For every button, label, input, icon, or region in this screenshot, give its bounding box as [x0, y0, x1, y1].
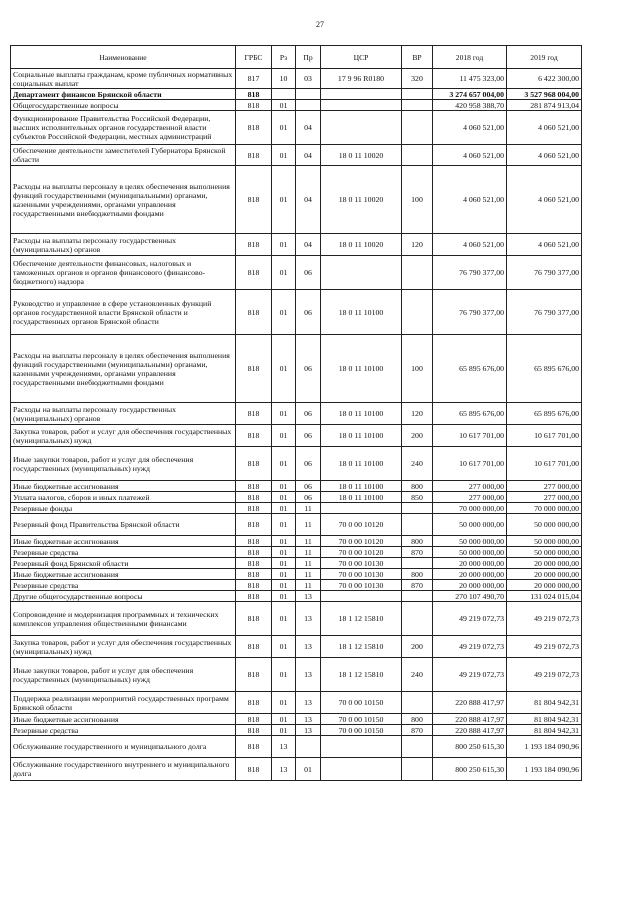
row-amount-2018: 277 000,00	[433, 481, 507, 492]
row-amount-2019: 4 060 521,00	[507, 234, 582, 256]
row-pr: 13	[296, 692, 321, 714]
row-pr: 04	[296, 111, 321, 145]
row-name: Расходы на выплаты персоналу государственных (муниципальных) органов	[11, 234, 236, 256]
table-row	[11, 89, 582, 100]
row-rz: 01	[272, 425, 296, 447]
row-amount-2019: 4 060 521,00	[507, 145, 582, 166]
row-name: Обслуживание государственного и муниципального долга	[11, 736, 236, 758]
row-name: Расходы на выплаты персоналу государственных (муниципальных) органов	[11, 403, 236, 425]
row-vr	[402, 602, 433, 636]
column-header-grbs: ГРБС	[236, 46, 272, 69]
row-pr: 06	[296, 335, 321, 403]
table-row	[11, 403, 582, 425]
row-pr: 13	[296, 714, 321, 725]
row-amount-2018: 4 060 521,00	[433, 234, 507, 256]
row-rz: 01	[272, 403, 296, 425]
row-amount-2019: 81 804 942,31	[507, 725, 582, 736]
row-vr: 320	[402, 69, 433, 89]
table-row	[11, 503, 582, 514]
row-amount-2018: 65 895 676,00	[433, 403, 507, 425]
table-row	[11, 725, 582, 736]
row-pr: 06	[296, 447, 321, 481]
table-row	[11, 481, 582, 492]
row-pr: 06	[296, 425, 321, 447]
row-amount-2018: 20 000 000,00	[433, 580, 507, 591]
row-csr: 18 0 11 10020	[321, 166, 402, 234]
row-pr: 06	[296, 403, 321, 425]
table-row	[11, 547, 582, 558]
row-amount-2018: 4 060 521,00	[433, 145, 507, 166]
column-header-2019: 2019 год	[507, 46, 582, 69]
row-vr	[402, 145, 433, 166]
table-row	[11, 580, 582, 591]
table-row	[11, 658, 582, 692]
table-row	[11, 536, 582, 547]
row-csr: 18 0 11 10100	[321, 335, 402, 403]
row-csr	[321, 89, 402, 100]
row-grbs: 818	[236, 166, 272, 234]
row-amount-2018: 70 000 000,00	[433, 503, 507, 514]
row-amount-2019: 50 000 000,00	[507, 547, 582, 558]
row-name: Резервные средства	[11, 580, 236, 591]
row-name: Обеспечение деятельности финансовых, налоговых и таможенных органов и органов финансового (финансово-бюджетного) надзора	[11, 256, 236, 290]
row-vr: 800	[402, 481, 433, 492]
row-amount-2019: 20 000 000,00	[507, 558, 582, 569]
row-rz: 01	[272, 558, 296, 569]
row-pr: 04	[296, 166, 321, 234]
row-amount-2018: 49 219 072,73	[433, 602, 507, 636]
row-csr: 70 0 00 10120	[321, 514, 402, 536]
row-rz: 01	[272, 234, 296, 256]
row-name: Расходы на выплаты персоналу в целях обеспечения выполнения функций государственными (муниципальными) органами, казенными учреждениями, органами управления государственными внебюджетными фондами	[11, 166, 236, 234]
row-grbs: 818	[236, 692, 272, 714]
row-vr	[402, 256, 433, 290]
row-name: Расходы на выплаты персоналу в целях обеспечения выполнения функций государственными (муниципальными) органами, казенными учреждениями, органами управления государственными внебюджетными фондами	[11, 335, 236, 403]
table-row	[11, 425, 582, 447]
row-pr: 01	[296, 758, 321, 781]
row-name: Сопровождение и модернизация программных и технических комплексов управления общественными финансами	[11, 602, 236, 636]
row-grbs: 818	[236, 569, 272, 580]
row-pr	[296, 736, 321, 758]
row-amount-2018: 20 000 000,00	[433, 558, 507, 569]
table-row	[11, 166, 582, 234]
row-name: Департамент финансов Брянской области	[11, 89, 236, 100]
row-pr: 13	[296, 602, 321, 636]
table-row	[11, 558, 582, 569]
table-row	[11, 111, 582, 145]
row-csr: 18 0 11 10020	[321, 145, 402, 166]
row-vr: 870	[402, 580, 433, 591]
row-vr	[402, 503, 433, 514]
row-vr	[402, 100, 433, 111]
row-pr: 11	[296, 536, 321, 547]
row-grbs: 818	[236, 403, 272, 425]
row-pr: 03	[296, 69, 321, 89]
row-name: Резервный фонд Брянской области	[11, 558, 236, 569]
row-csr: 18 0 11 10100	[321, 447, 402, 481]
row-pr: 13	[296, 636, 321, 658]
row-rz: 01	[272, 602, 296, 636]
column-header-csr: ЦСР	[321, 46, 402, 69]
row-grbs: 818	[236, 602, 272, 636]
row-csr: 70 0 00 10150	[321, 692, 402, 714]
row-csr: 18 1 12 15810	[321, 602, 402, 636]
row-name: Иные бюджетные ассигнования	[11, 569, 236, 580]
row-name: Общегосударственные вопросы	[11, 100, 236, 111]
row-pr: 11	[296, 558, 321, 569]
row-grbs: 818	[236, 145, 272, 166]
row-vr: 120	[402, 403, 433, 425]
row-csr: 17 9 96 R0180	[321, 69, 402, 89]
row-amount-2019: 50 000 000,00	[507, 536, 582, 547]
table-row	[11, 290, 582, 335]
row-vr: 100	[402, 335, 433, 403]
row-amount-2018: 11 475 323,00	[433, 69, 507, 89]
row-vr	[402, 290, 433, 335]
row-csr: 18 0 11 10100	[321, 290, 402, 335]
row-amount-2018: 20 000 000,00	[433, 569, 507, 580]
row-amount-2019: 20 000 000,00	[507, 580, 582, 591]
row-amount-2019: 76 790 377,00	[507, 290, 582, 335]
table-row	[11, 692, 582, 714]
row-grbs: 818	[236, 89, 272, 100]
row-csr	[321, 256, 402, 290]
row-name: Иные бюджетные ассигнования	[11, 481, 236, 492]
row-vr	[402, 758, 433, 781]
row-vr: 200	[402, 636, 433, 658]
row-amount-2018: 10 617 701,00	[433, 425, 507, 447]
row-grbs: 818	[236, 658, 272, 692]
row-pr	[296, 100, 321, 111]
row-csr: 18 0 11 10100	[321, 403, 402, 425]
row-grbs: 818	[236, 758, 272, 781]
row-rz: 01	[272, 503, 296, 514]
row-rz: 01	[272, 636, 296, 658]
row-name: Обеспечение деятельности заместителей Губернатора Брянской области	[11, 145, 236, 166]
row-amount-2019: 281 874 913,04	[507, 100, 582, 111]
row-name: Социальные выплаты гражданам, кроме публичных нормативных социальных выплат	[11, 69, 236, 89]
row-amount-2019: 65 895 676,00	[507, 403, 582, 425]
row-pr: 04	[296, 234, 321, 256]
row-pr: 13	[296, 591, 321, 602]
row-amount-2018: 800 250 615,30	[433, 758, 507, 781]
row-amount-2018: 65 895 676,00	[433, 335, 507, 403]
row-amount-2018: 270 107 490,70	[433, 591, 507, 602]
row-csr	[321, 736, 402, 758]
table-row	[11, 69, 582, 89]
row-grbs: 818	[236, 481, 272, 492]
row-amount-2019: 6 422 300,00	[507, 69, 582, 89]
row-vr: 850	[402, 492, 433, 503]
row-vr	[402, 692, 433, 714]
row-csr: 18 0 11 10100	[321, 481, 402, 492]
row-vr: 200	[402, 425, 433, 447]
row-rz: 13	[272, 758, 296, 781]
row-amount-2019: 81 804 942,31	[507, 692, 582, 714]
row-rz: 01	[272, 580, 296, 591]
row-pr: 06	[296, 256, 321, 290]
row-vr: 240	[402, 658, 433, 692]
row-amount-2018: 50 000 000,00	[433, 514, 507, 536]
table-row	[11, 569, 582, 580]
row-amount-2018: 220 888 417,97	[433, 714, 507, 725]
row-vr	[402, 89, 433, 100]
row-vr: 800	[402, 569, 433, 580]
row-amount-2019: 4 060 521,00	[507, 166, 582, 234]
row-grbs: 818	[236, 503, 272, 514]
row-csr: 18 0 11 10020	[321, 234, 402, 256]
row-rz: 01	[272, 145, 296, 166]
row-amount-2019: 277 000,00	[507, 481, 582, 492]
row-rz: 01	[272, 111, 296, 145]
row-pr: 11	[296, 580, 321, 591]
table-row	[11, 335, 582, 403]
row-grbs: 818	[236, 447, 272, 481]
row-pr: 11	[296, 547, 321, 558]
row-grbs: 818	[236, 492, 272, 503]
row-grbs: 818	[236, 725, 272, 736]
row-csr	[321, 591, 402, 602]
table-header-row	[11, 46, 582, 69]
table-row	[11, 492, 582, 503]
row-csr: 70 0 00 10130	[321, 569, 402, 580]
row-name: Резервные средства	[11, 725, 236, 736]
row-rz: 01	[272, 447, 296, 481]
row-amount-2018: 220 888 417,97	[433, 725, 507, 736]
row-name: Обслуживание государственного внутреннего и муниципального долга	[11, 758, 236, 781]
row-vr	[402, 111, 433, 145]
row-vr: 870	[402, 547, 433, 558]
row-rz: 10	[272, 69, 296, 89]
row-vr	[402, 736, 433, 758]
table-row	[11, 514, 582, 536]
row-rz: 01	[272, 547, 296, 558]
row-grbs: 818	[236, 514, 272, 536]
row-csr: 18 1 12 15810	[321, 658, 402, 692]
row-vr: 100	[402, 166, 433, 234]
row-amount-2019: 76 790 377,00	[507, 256, 582, 290]
row-csr: 70 0 00 10120	[321, 536, 402, 547]
page-number: 27	[316, 20, 324, 29]
table-row	[11, 602, 582, 636]
row-amount-2018: 3 274 657 004,00	[433, 89, 507, 100]
row-amount-2018: 10 617 701,00	[433, 447, 507, 481]
row-csr: 18 0 11 10100	[321, 425, 402, 447]
row-rz: 01	[272, 166, 296, 234]
row-csr: 18 1 12 15810	[321, 636, 402, 658]
row-amount-2019: 70 000 000,00	[507, 503, 582, 514]
row-rz: 01	[272, 514, 296, 536]
row-grbs: 818	[236, 234, 272, 256]
row-name: Другие общегосударственные вопросы	[11, 591, 236, 602]
row-name: Функционирование Правительства Российской Федерации, высших исполнительных органов государственной власти субъектов Российской Федерации, местных администраций	[11, 111, 236, 145]
row-grbs: 818	[236, 547, 272, 558]
row-amount-2019: 49 219 072,73	[507, 636, 582, 658]
row-amount-2019: 131 024 015,04	[507, 591, 582, 602]
budget-table	[10, 45, 582, 781]
column-header-name: Наименование	[11, 46, 236, 69]
row-rz: 01	[272, 569, 296, 580]
row-vr: 120	[402, 234, 433, 256]
row-csr: 70 0 00 10130	[321, 580, 402, 591]
column-header-vr: ВР	[402, 46, 433, 69]
row-vr	[402, 591, 433, 602]
row-pr: 06	[296, 492, 321, 503]
row-pr: 04	[296, 145, 321, 166]
row-vr: 800	[402, 536, 433, 547]
row-name: Резервные фонды	[11, 503, 236, 514]
row-amount-2018: 4 060 521,00	[433, 166, 507, 234]
row-rz: 01	[272, 100, 296, 111]
row-grbs: 818	[236, 636, 272, 658]
row-amount-2019: 20 000 000,00	[507, 569, 582, 580]
table-row	[11, 591, 582, 602]
row-grbs: 818	[236, 536, 272, 547]
row-amount-2018: 220 888 417,97	[433, 692, 507, 714]
row-name: Резервные средства	[11, 547, 236, 558]
row-amount-2019: 277 000,00	[507, 492, 582, 503]
row-pr: 06	[296, 290, 321, 335]
row-name: Закупка товаров, работ и услуг для обеспечения государственных (муниципальных) нужд	[11, 636, 236, 658]
row-amount-2019: 1 193 184 090,96	[507, 736, 582, 758]
row-name: Закупка товаров, работ и услуг для обеспечения государственных (муниципальных) нужд	[11, 425, 236, 447]
row-csr: 70 0 00 10150	[321, 714, 402, 725]
column-header-2018: 2018 год	[433, 46, 507, 69]
row-csr: 70 0 00 10150	[321, 725, 402, 736]
table-row	[11, 234, 582, 256]
row-vr	[402, 558, 433, 569]
row-rz	[272, 89, 296, 100]
row-vr: 240	[402, 447, 433, 481]
row-grbs: 818	[236, 335, 272, 403]
row-amount-2019: 10 617 701,00	[507, 425, 582, 447]
row-amount-2019: 81 804 942,31	[507, 714, 582, 725]
row-csr: 70 0 00 10120	[321, 547, 402, 558]
row-amount-2018: 4 060 521,00	[433, 111, 507, 145]
row-amount-2018: 277 000,00	[433, 492, 507, 503]
table-row	[11, 758, 582, 781]
row-vr: 870	[402, 725, 433, 736]
row-csr	[321, 503, 402, 514]
row-amount-2019: 50 000 000,00	[507, 514, 582, 536]
row-pr: 06	[296, 481, 321, 492]
row-pr: 13	[296, 725, 321, 736]
row-pr: 11	[296, 569, 321, 580]
row-amount-2018: 76 790 377,00	[433, 290, 507, 335]
table-row	[11, 714, 582, 725]
row-amount-2018: 76 790 377,00	[433, 256, 507, 290]
column-header-rz: Рз	[272, 46, 296, 69]
row-rz: 01	[272, 725, 296, 736]
table-row	[11, 256, 582, 290]
row-csr	[321, 100, 402, 111]
row-rz: 01	[272, 481, 296, 492]
row-name: Резервный фонд Правительства Брянской области	[11, 514, 236, 536]
row-grbs: 818	[236, 111, 272, 145]
row-name: Руководство и управление в сфере установленных функций органов государственной власти Брянской области и государственных органов Брянской области	[11, 290, 236, 335]
table-row	[11, 100, 582, 111]
row-pr: 11	[296, 514, 321, 536]
row-grbs: 818	[236, 714, 272, 725]
row-amount-2019: 1 193 184 090,96	[507, 758, 582, 781]
row-csr	[321, 758, 402, 781]
row-rz: 01	[272, 492, 296, 503]
row-rz: 01	[272, 591, 296, 602]
row-amount-2019: 49 219 072,73	[507, 658, 582, 692]
row-csr	[321, 111, 402, 145]
row-rz: 13	[272, 736, 296, 758]
row-name: Иные закупки товаров, работ и услуг для обеспечения государственных (муниципальных) нужд	[11, 658, 236, 692]
row-rz: 01	[272, 536, 296, 547]
row-amount-2018: 420 958 388,70	[433, 100, 507, 111]
row-grbs: 818	[236, 290, 272, 335]
column-header-pr: Пр	[296, 46, 321, 69]
row-pr	[296, 89, 321, 100]
row-name: Иные бюджетные ассигнования	[11, 536, 236, 547]
row-vr	[402, 514, 433, 536]
row-name: Уплата налогов, сборов и иных платежей	[11, 492, 236, 503]
row-pr: 11	[296, 503, 321, 514]
row-rz: 01	[272, 256, 296, 290]
row-grbs: 818	[236, 580, 272, 591]
row-rz: 01	[272, 658, 296, 692]
row-name: Поддержка реализации мероприятий государственных программ Брянской области	[11, 692, 236, 714]
row-amount-2019: 10 617 701,00	[507, 447, 582, 481]
row-amount-2018: 50 000 000,00	[433, 536, 507, 547]
row-rz: 01	[272, 692, 296, 714]
table-row	[11, 736, 582, 758]
table-row	[11, 636, 582, 658]
row-amount-2019: 4 060 521,00	[507, 111, 582, 145]
row-grbs: 818	[236, 100, 272, 111]
table-row	[11, 447, 582, 481]
row-vr: 800	[402, 714, 433, 725]
row-grbs: 817	[236, 69, 272, 89]
row-amount-2019: 49 219 072,73	[507, 602, 582, 636]
row-name: Иные закупки товаров, работ и услуг для обеспечения государственных (муниципальных) нужд	[11, 447, 236, 481]
table-body	[11, 69, 582, 781]
row-csr: 70 0 00 10130	[321, 558, 402, 569]
row-rz: 01	[272, 335, 296, 403]
row-grbs: 818	[236, 425, 272, 447]
row-amount-2018: 800 250 615,30	[433, 736, 507, 758]
row-grbs: 818	[236, 591, 272, 602]
table-row	[11, 145, 582, 166]
row-grbs: 818	[236, 736, 272, 758]
row-pr: 13	[296, 658, 321, 692]
row-amount-2018: 50 000 000,00	[433, 547, 507, 558]
row-rz: 01	[272, 714, 296, 725]
row-csr: 18 0 11 10100	[321, 492, 402, 503]
row-rz: 01	[272, 290, 296, 335]
row-amount-2019: 65 895 676,00	[507, 335, 582, 403]
row-name: Иные бюджетные ассигнования	[11, 714, 236, 725]
row-amount-2018: 49 219 072,73	[433, 636, 507, 658]
row-grbs: 818	[236, 256, 272, 290]
row-amount-2018: 49 219 072,73	[433, 658, 507, 692]
row-amount-2019: 3 527 968 004,00	[507, 89, 582, 100]
row-grbs: 818	[236, 558, 272, 569]
